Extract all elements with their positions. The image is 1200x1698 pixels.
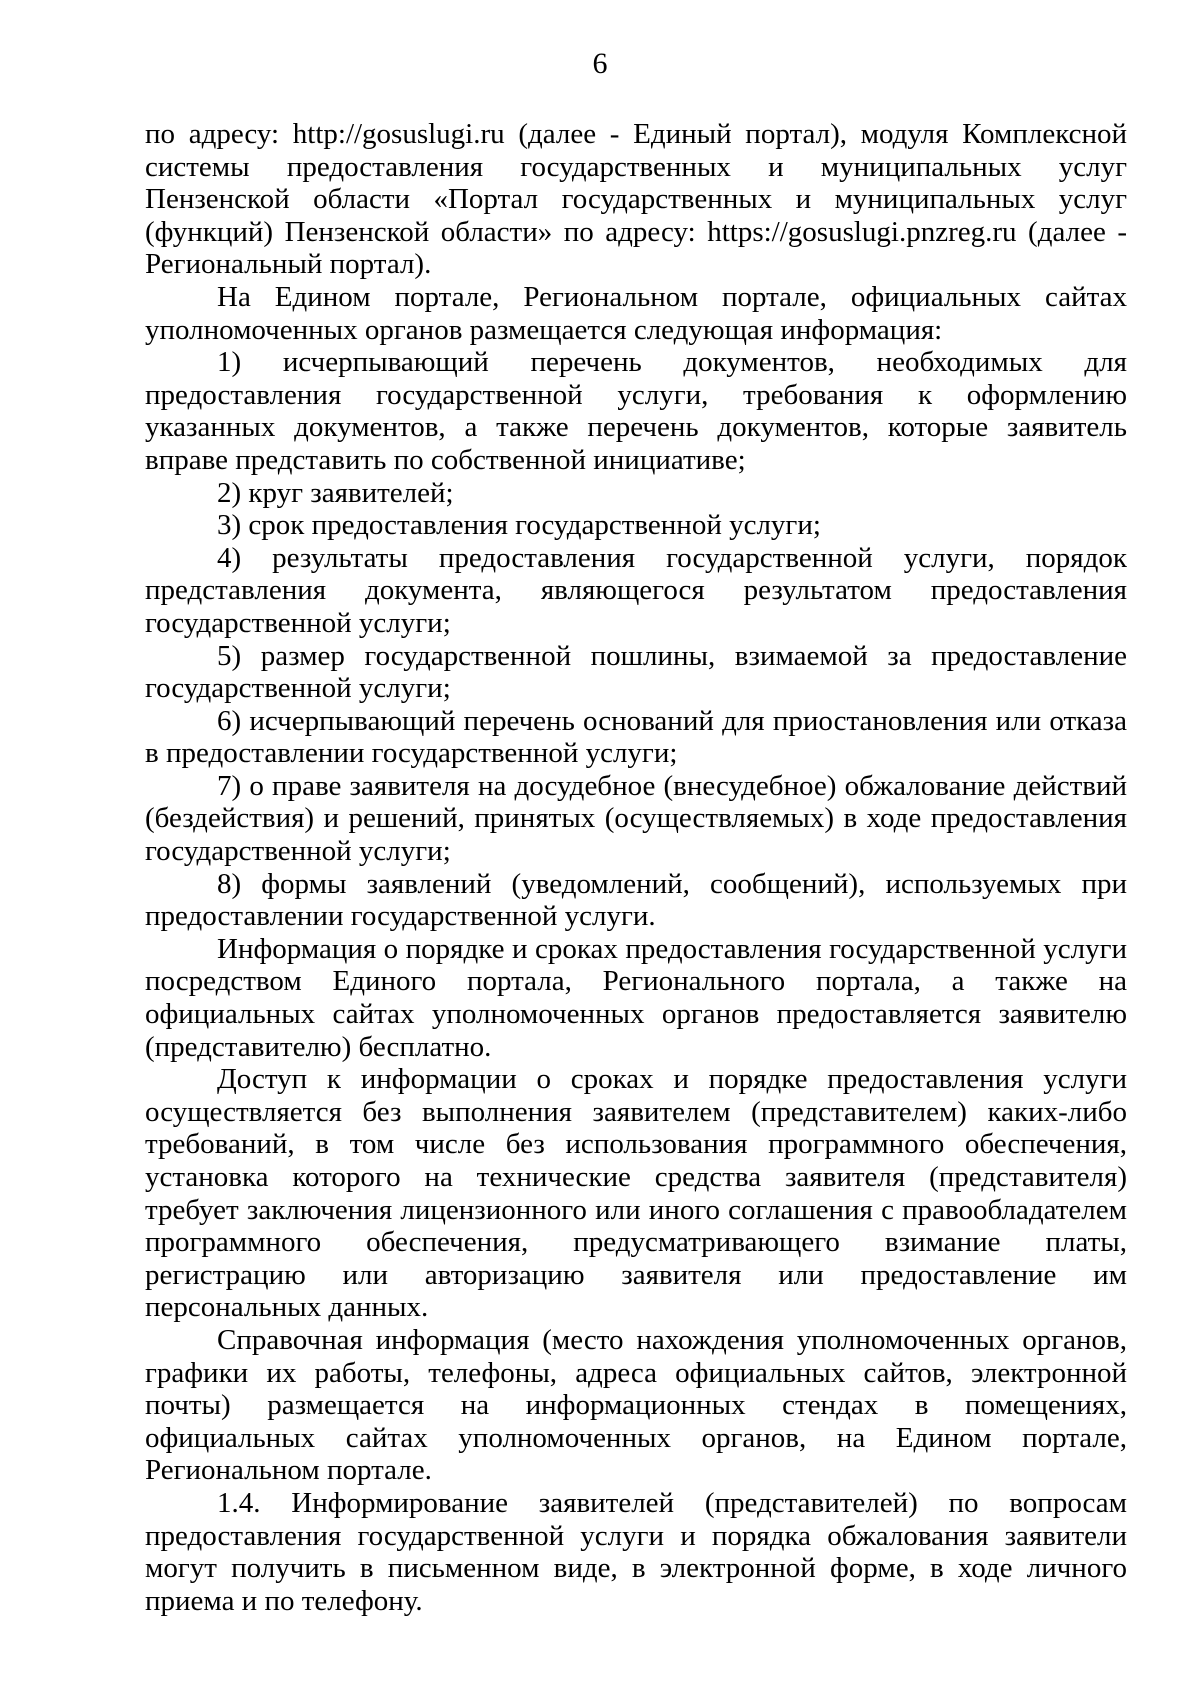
list-item-2: 2) круг заявителей; (217, 476, 454, 509)
list-item-8: 8) формы заявлений (уведомлений, сообщений), используемых при предоставлении государственной услуги. (145, 867, 1127, 933)
list-item-1: 1) исчерпывающий перечень документов, необходимых для предоставления государственной услуги, требования к оформлению указанных документов, а также перечень документов, которые заявитель вправе представить по собственной инициативе; (145, 346, 1127, 476)
list-item-5: 5) размер государственной пошлины, взимаемой за предоставление государственной услуги; (145, 639, 1127, 705)
list-item-6: 6) исчерпывающий перечень оснований для приостановления или отказа в предоставлении государственной услуги; (145, 704, 1127, 770)
paragraph-access-conditions: Доступ к информации о сроках и порядке предоставления услуги осуществляется без выполнения заявителем (представителем) каких-либо требований, в том числе без использования программного обеспечения, установка которого на технические средства заявителя (представителя) требует заключения лицензионного или иного соглашения с правообладателем программного обеспечения, предусматривающего взимание платы, регистрацию или авторизацию заявителя или предоставление им персональных данных. (145, 1063, 1127, 1324)
list-item-7: 7) о праве заявителя на досудебное (внесудебное) обжалование действий (бездействия) и решений, принятых (осуществляемых) в ходе предоставления государственной услуги; (145, 769, 1127, 868)
paragraph-information-placement: На Едином портале, Региональном портале, официальных сайтах уполномоченных органов размещается следующая информация: (145, 280, 1127, 346)
list-item-3: 3) срок предоставления государственной услуги; (217, 509, 821, 542)
paragraph-free-information: Информация о порядке и сроках предоставления государственной услуги посредством Единого портала, Регионального портала, а также на официальных сайтах уполномоченных органов предоставляется заявителю (представителю) бесплатно. (145, 932, 1127, 1063)
document-body (145, 118, 1127, 1617)
list-item-4: 4) результаты предоставления государственной услуги, порядок представления документа, являющегося результатом предоставления государственной услуги; (145, 541, 1127, 639)
section-1-4-paragraph: 1.4. Информирование заявителей (представителей) по вопросам предоставления государственной услуги и порядка обжалования заявители могут получить в письменном виде, в электронной форме, в ходе личного приема и по телефону. (145, 1486, 1127, 1617)
page-number: 6 (592, 47, 608, 80)
paragraph-portal-addresses: по адресу: http://gosuslugi.ru (далее - Единый портал), модуля Комплексной системы предоставления государственных и муниципальных услуг Пензенской области «Портал государственных и муниципальных услуг (функций) Пензенской области» по адресу: https://gosuslugi.pnzreg.ru (далее - Региональный портал). (145, 118, 1127, 281)
paragraph-reference-information: Справочная информация (место нахождения уполномоченных органов, графики их работы, телефоны, адреса официальных сайтов, электронной почты) размещается на информационных стендах в помещениях, официальных сайтах уполномоченных органов, на Едином портале, Региональном портале. (145, 1323, 1127, 1487)
